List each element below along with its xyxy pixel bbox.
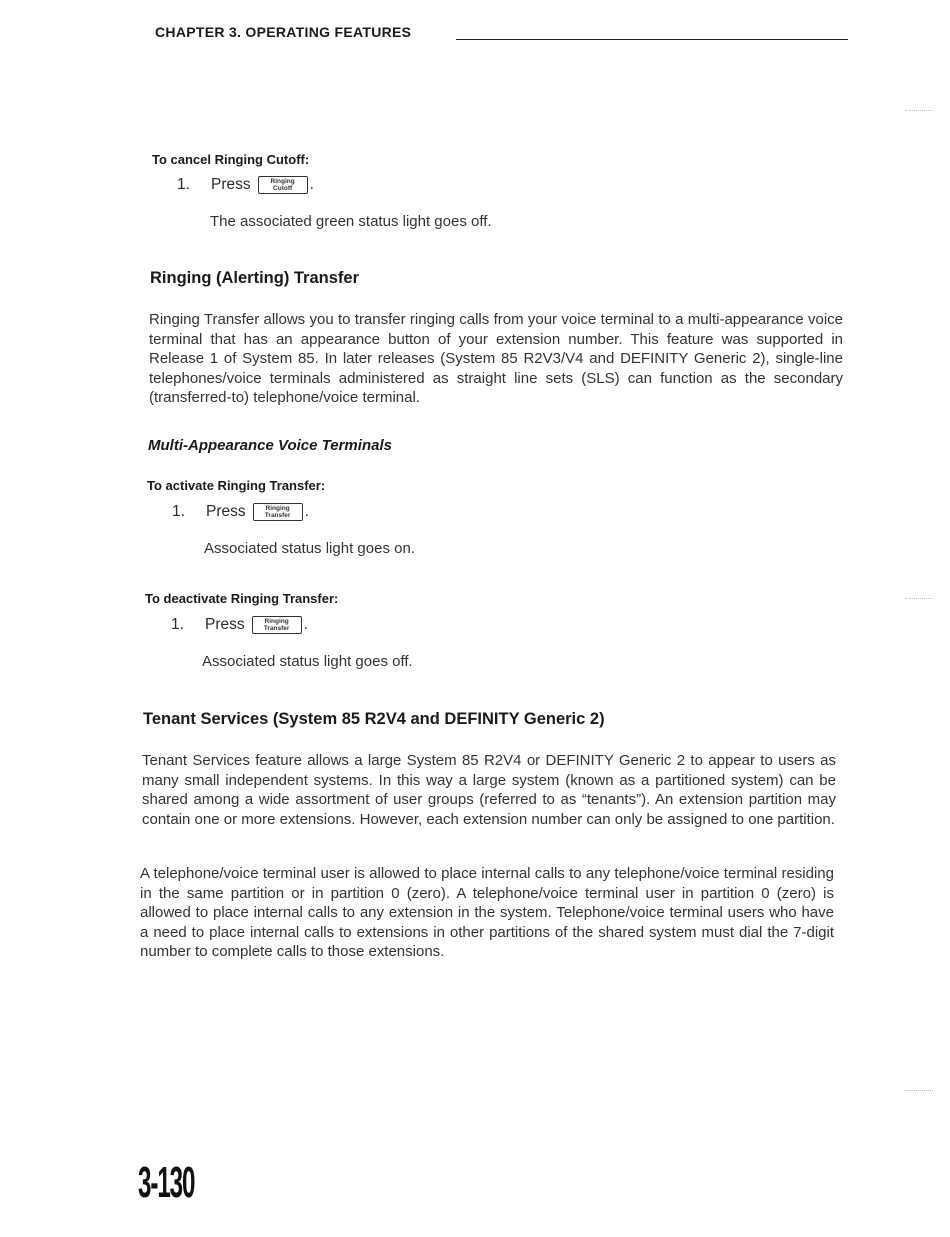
key-label-line2: Transfer [264,512,291,519]
ringing-transfer-key [252,616,302,634]
activate-ringing-transfer-result: Associated status light goes on. [204,540,415,557]
cancel-ringing-cutoff-heading: To cancel Ringing Cutoff: [152,152,310,167]
tenant-services-paragraph-1: Tenant Services feature allows a large System 85 R2V4 or DEFINITY Generic 2 to appear to users as many small independent systems. In this way a large system (known as a partitioned system) can be shared among a wide assortment of user groups (referred to as “tenants”). An extension partition may contain one or more extensions. However, each extension number can only be assigned to one partition. [142,752,836,828]
scan-edge-mark [905,1090,933,1091]
activate-ringing-transfer-step [172,503,309,521]
step-end: . [309,176,314,193]
deactivate-ringing-transfer-result: Associated status light goes off. [202,653,413,670]
scan-edge-mark [905,598,933,599]
multi-appearance-subheading: Multi-Appearance Voice Terminals [148,437,392,454]
step-number: 1. [177,176,190,193]
cancel-ringing-cutoff-result: The associated green status light goes off. [210,213,492,230]
key-label-line1: Ringing [264,618,289,625]
key-label-line2: Transfer [263,625,290,632]
key-label-line2: Cutoff [273,185,293,192]
ringing-cutoff-key [258,176,308,194]
step-end: . [303,616,308,633]
header-rule [456,39,848,40]
step-end: . [304,503,309,520]
step-text: Press [211,176,251,193]
ringing-transfer-heading: Ringing (Alerting) Transfer [150,269,360,287]
ringing-transfer-key [253,503,303,521]
cancel-ringing-cutoff-step [177,176,314,194]
chapter-header: CHAPTER 3. OPERATING FEATURES [155,24,412,40]
step-text: Press [205,616,245,633]
step-text: Press [206,503,246,520]
deactivate-ringing-transfer-heading: To deactivate Ringing Transfer: [145,591,339,606]
tenant-services-heading: Tenant Services (System 85 R2V4 and DEFINITY Generic 2) [143,710,605,728]
ringing-transfer-paragraph: Ringing Transfer allows you to transfer ringing calls from your voice terminal to a multi-appearance voice terminal that has an appearance button of your extension number. This feature was supported in Release 1 of System 85. In later releases (System 85 R2V3/V4 and DEFINITY Generic 2), single-line telephones/voice terminals administered as straight line sets (SLS) can function as the secondary (transferred-to) telephone/voice terminal. [149,311,843,406]
step-number: 1. [172,503,185,520]
deactivate-ringing-transfer-step [171,616,308,634]
page-number: 3-130 [138,1158,195,1207]
scan-edge-mark [905,110,933,111]
tenant-services-paragraph-2: A telephone/voice terminal user is allowed to place internal calls to any telephone/voice terminal residing in the same partition or in partition 0 (zero). A telephone/voice terminal user in partition 0 (zero) is allowed to place internal calls to any extension in the system. Telephone/voice terminal users who have a need to place internal calls to extensions in other partitions of the shared system must dial the 7-digit number to complete calls to those extensions. [140,865,834,960]
key-label-line1: Ringing [265,505,290,512]
activate-ringing-transfer-heading: To activate Ringing Transfer: [147,478,326,493]
key-label-line1: Ringing [270,178,295,185]
step-number: 1. [171,616,184,633]
